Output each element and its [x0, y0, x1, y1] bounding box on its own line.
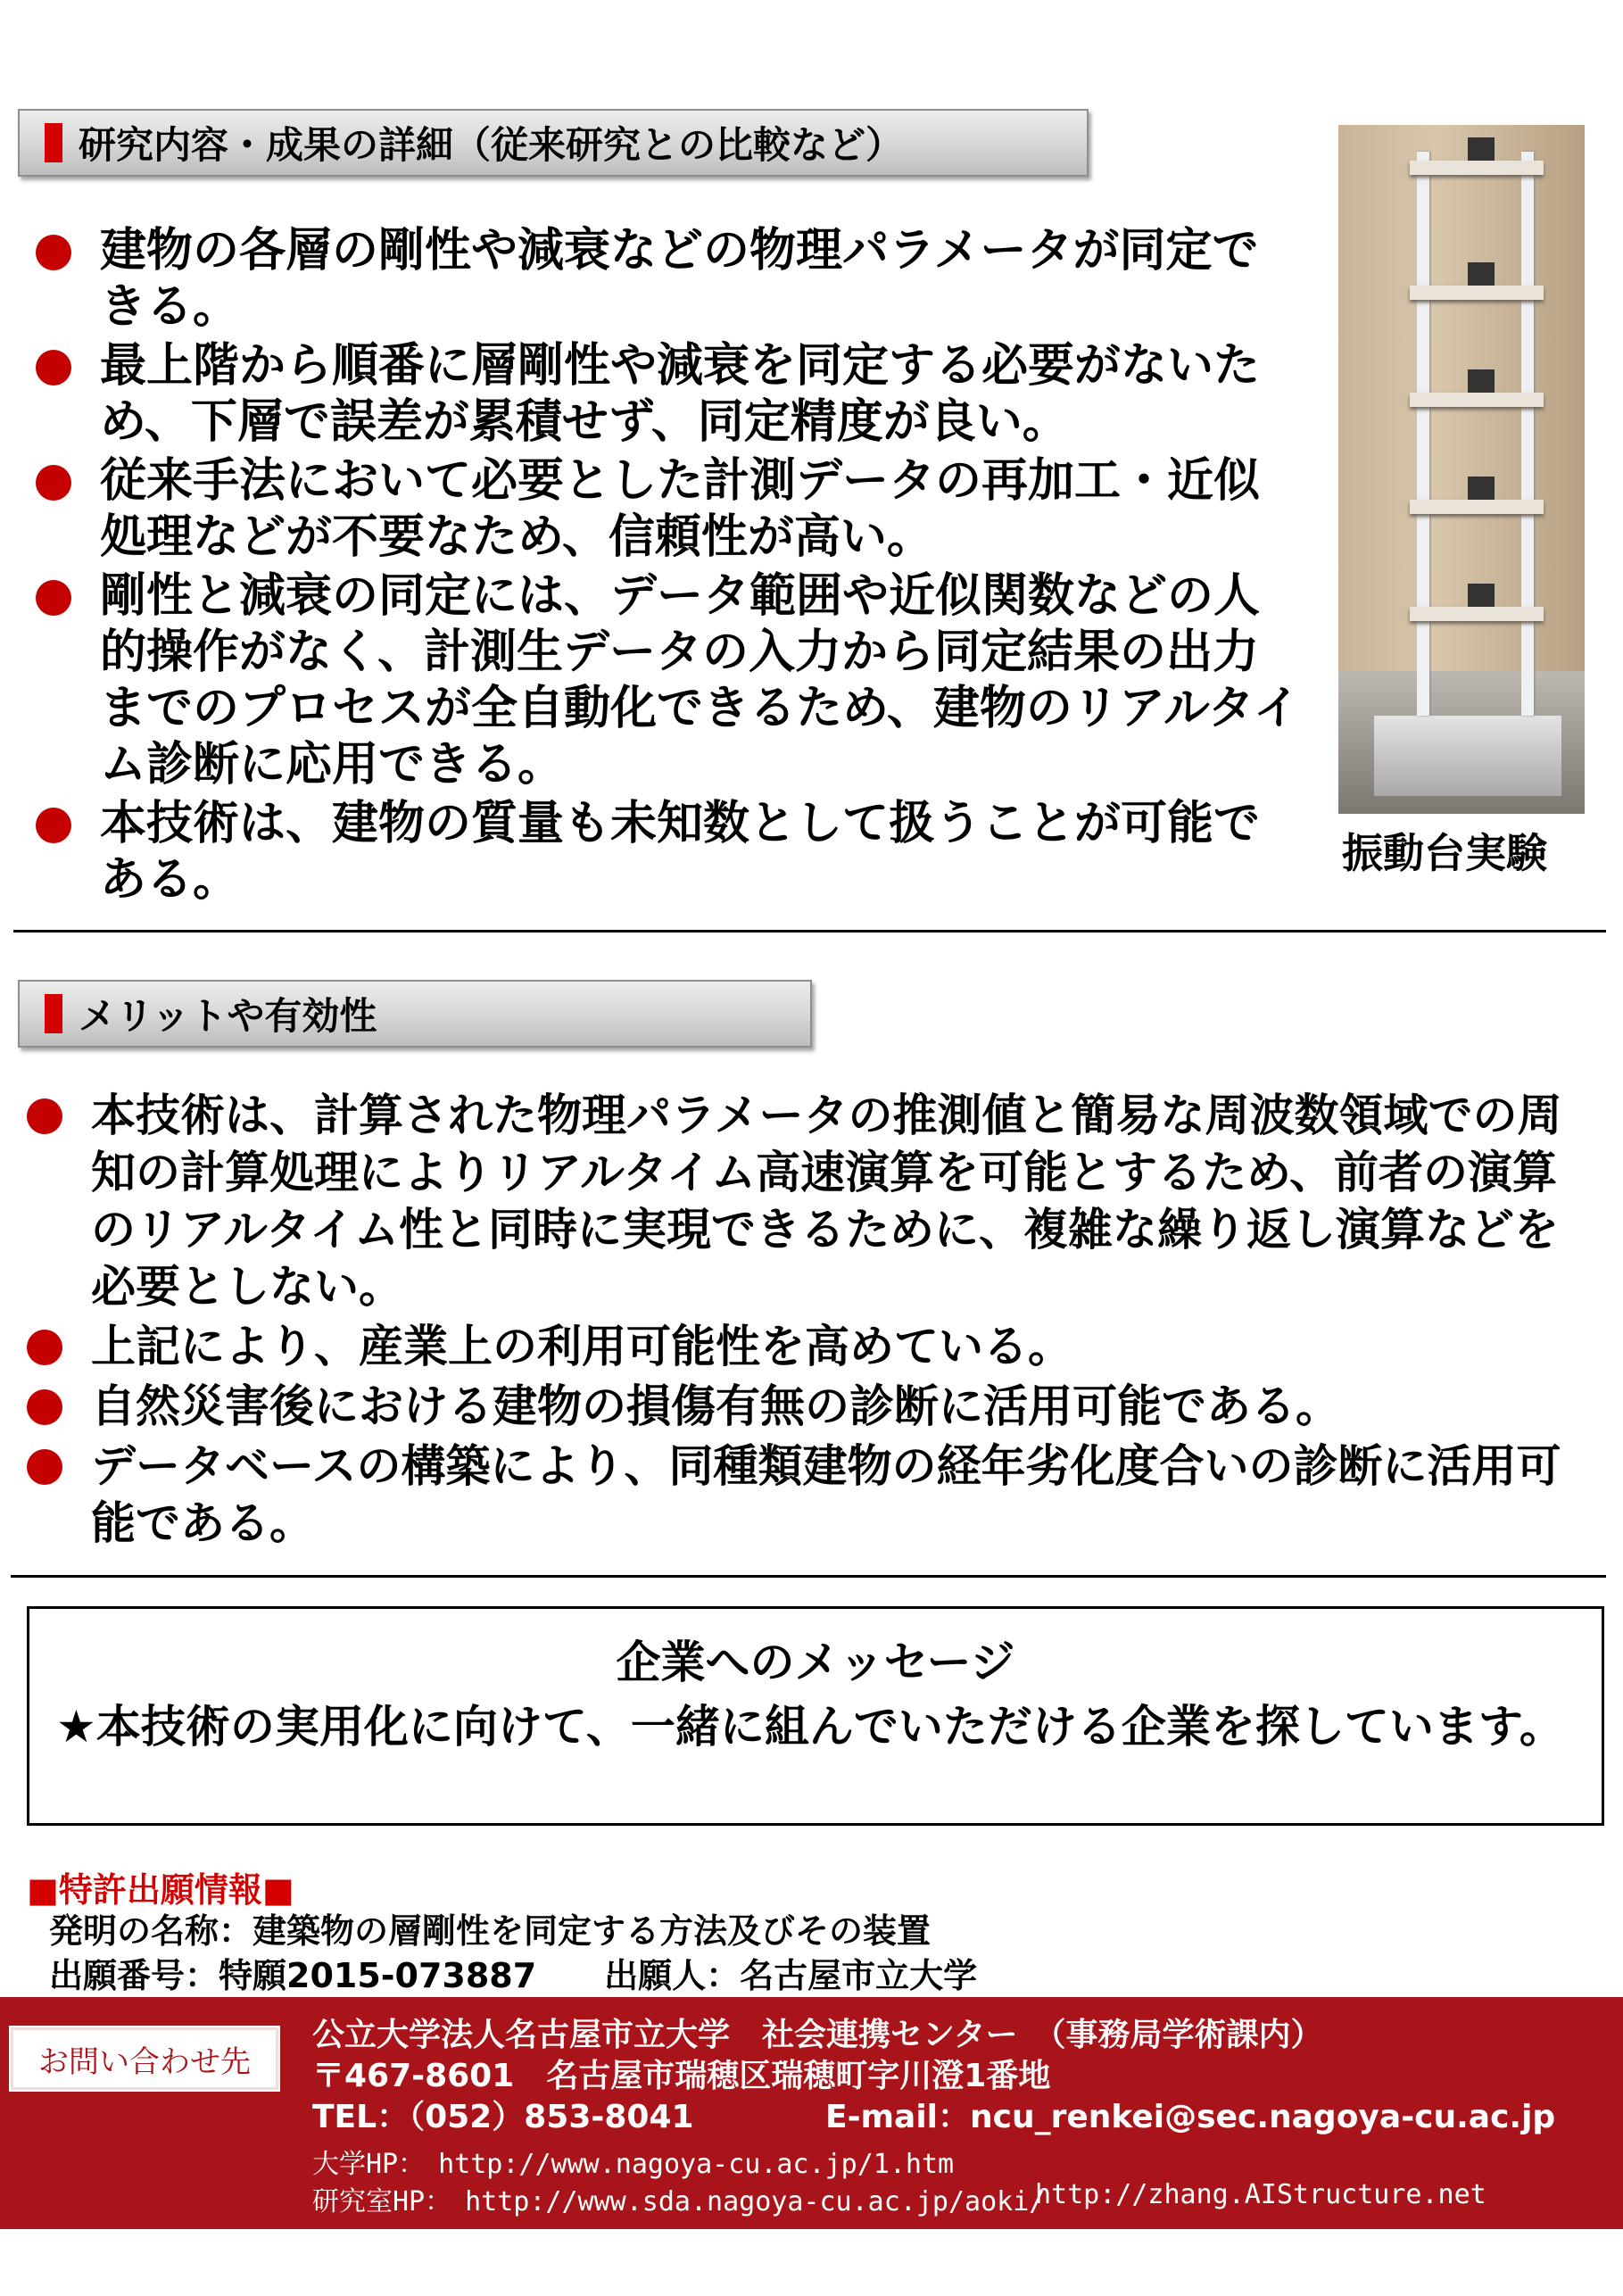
sensor	[1468, 584, 1495, 607]
frame-column	[1417, 152, 1429, 716]
bullet-dot-icon	[27, 1389, 62, 1425]
contact-label: お問い合わせ先	[11, 2027, 278, 2090]
sensor	[1468, 477, 1495, 500]
bullet-dot-icon	[27, 1449, 62, 1485]
patent-invention-name: 発明の名称：建築物の層剛性を同定する方法及びその装置	[49, 1911, 932, 1951]
contact-email[interactable]: E-mail：ncu_renkei@sec.nagoya-cu.ac.jp	[825, 2099, 1556, 2135]
list-item: 本技術は、建物の質量も未知数として扱うことが可能である。	[36, 796, 1303, 908]
contact-tel: TEL：（052）853-8041	[312, 2099, 694, 2135]
patent-heading: ■特許出願情報■	[27, 1870, 294, 1910]
list-item: 自然災害後における建物の損傷有無の診断に活用可能である。	[27, 1378, 1575, 1435]
floor-plate	[1410, 607, 1544, 621]
photo-caption: 振動台実験	[1342, 829, 1547, 877]
message-body: ★本技術の実用化に向けて、一緒に組んでいただける企業を探しています。	[56, 1701, 1564, 1753]
bullet-dot-icon	[36, 808, 71, 843]
list-item: 建物の各層の剛性や減衰などの物理パラメータが同定できる。	[36, 223, 1303, 336]
shaking-table-photo	[1338, 125, 1585, 814]
section-title: メリットや有効性	[79, 994, 377, 1038]
list-item: 最上階から順番に層剛性や減衰を同定する必要がないため、下層で誤差が累積せず、同定精度が良い。	[36, 338, 1303, 451]
lab-hp-link-2[interactable]: http://zhang.AIStructure.net	[1035, 2179, 1486, 2210]
frame-column	[1521, 152, 1534, 716]
university-hp-link[interactable]: 大学HP： http://www.nagoya-cu.ac.jp/1.htm	[312, 2149, 955, 2180]
contact-org: 公立大学法人名古屋市立大学 社会連携センター （事務局学術課内）	[312, 2017, 1323, 2053]
floor-plate	[1410, 393, 1544, 407]
list-item: 本技術は、計算された物理パラメータの推測値と簡易な周波数領域での周知の計算処理によりリアルタイム高速演算を可能とするため、前者の演算のリアルタイム性と同時に実現できるために、複雑な繰り返し演算などを必要としない。	[27, 1087, 1575, 1315]
sensor	[1468, 369, 1495, 393]
contact-footer	[0, 1997, 1623, 2229]
sensor	[1468, 137, 1495, 161]
contact-address: 〒467-8601 名古屋市瑞穂区瑞穂町字川澄1番地	[312, 2058, 1051, 2094]
message-title: 企業へのメッセージ	[616, 1637, 1015, 1688]
list-item: データベースの構築により、同種類建物の経年劣化度合いの診断に活用可能である。	[27, 1438, 1575, 1552]
bullet-dot-icon	[36, 235, 71, 270]
shaking-table-base	[1374, 716, 1561, 796]
list-item: 剛性と減衰の同定には、データ範囲や近似関数などの人的操作がなく、計測生データの入力から同定結果の出力までのプロセスが全自動化できるため、建物のリアルタイム診断に応用できる。	[36, 568, 1303, 793]
red-marker-icon	[45, 123, 62, 162]
floor-plate	[1410, 500, 1544, 514]
divider	[13, 930, 1606, 932]
company-message-box	[27, 1606, 1604, 1826]
section-title: 研究内容・成果の詳細（従来研究との比較など）	[79, 123, 904, 167]
section-header-merits	[18, 980, 812, 1048]
bullet-dot-icon	[27, 1330, 62, 1365]
bullet-dot-icon	[36, 465, 71, 501]
bullet-dot-icon	[27, 1098, 62, 1134]
list-item: 従来手法において必要とした計測データの再加工・近似処理などが不要なため、信頼性が高い。	[36, 453, 1303, 566]
list-item: 上記により、産業上の利用可能性を高めている。	[27, 1318, 1575, 1375]
patent-application: 出願番号：特願2015-073887 出願人：名古屋市立大学	[49, 1956, 978, 1995]
merits-bullet-list	[27, 1087, 1575, 1554]
floor-plate	[1410, 286, 1544, 300]
section-header-research	[18, 109, 1089, 177]
red-marker-icon	[45, 994, 62, 1033]
lab-hp-link[interactable]: 研究室HP： http://www.sda.nagoya-cu.ac.jp/aoki/	[312, 2186, 1046, 2217]
floor-plate	[1410, 161, 1544, 175]
sensor	[1468, 262, 1495, 286]
bullet-dot-icon	[36, 350, 71, 385]
research-bullet-list	[36, 223, 1303, 911]
divider	[11, 1575, 1606, 1578]
bullet-dot-icon	[36, 580, 71, 616]
